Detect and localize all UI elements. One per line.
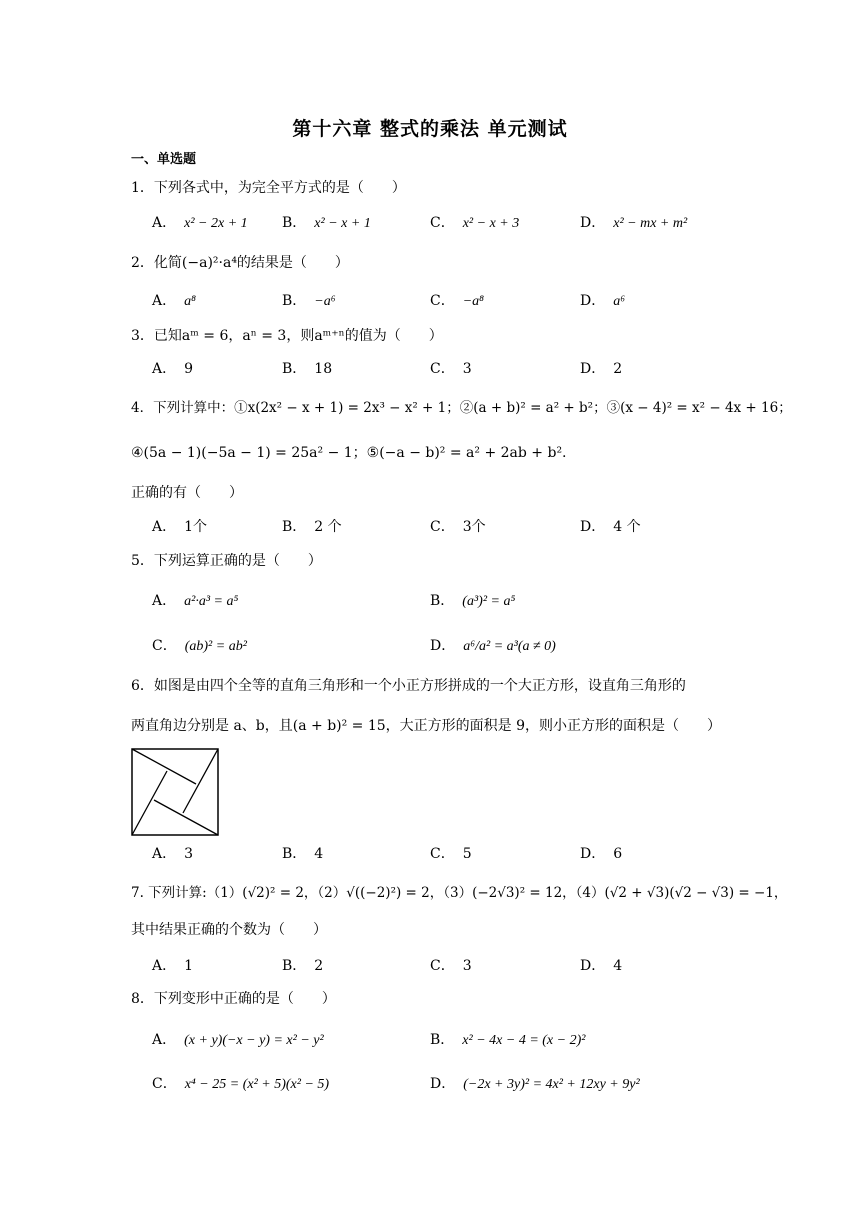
q6-option-d[interactable]: [580, 844, 622, 864]
option-label: A．: [152, 215, 177, 231]
question-7-stem-line1: 7. 下列计算:（1）(√2)² = 2，（2）√((−2)²) = 2，（3）(−2√3)² = 12，（4）(√2 + √3)(√2 − √3) = −1，: [131, 885, 788, 901]
option-expr: a⁶/a² = a³(a ≠ 0): [463, 639, 556, 654]
option-label: A．: [152, 519, 177, 535]
question-6-stem-line2: 两直角边分别是 a、b，且(a + b)² = 15，大正方形的面积是 9，则小正方形的面积是（ ）: [131, 718, 722, 734]
option-expr: 6: [613, 846, 623, 862]
q2-option-c[interactable]: [430, 291, 484, 312]
option-label: B．: [430, 593, 455, 609]
q4-option-d[interactable]: [580, 517, 641, 537]
q5-option-d[interactable]: [430, 636, 556, 657]
option-expr: (a³)² = a⁵: [462, 594, 516, 609]
q4-option-a[interactable]: [152, 517, 207, 537]
option-expr: (x + y)(−x − y) = x² − y²: [184, 1033, 324, 1048]
option-expr: x² − x + 3: [462, 216, 520, 231]
q2-option-b[interactable]: [282, 291, 336, 312]
option-label: C．: [430, 215, 455, 231]
q3-option-b[interactable]: [282, 359, 332, 379]
q1-option-b[interactable]: [282, 213, 371, 234]
option-label: C．: [152, 1076, 177, 1092]
option-expr: 2 个: [314, 519, 342, 535]
q7-option-c[interactable]: [430, 956, 472, 976]
option-label: D．: [580, 215, 606, 231]
option-expr: a⁶: [613, 294, 626, 309]
option-label: D．: [580, 361, 606, 377]
option-expr: x⁴ − 25 = (x² + 5)(x² − 5): [184, 1077, 330, 1092]
option-label: C．: [430, 846, 455, 862]
option-label: C．: [430, 361, 455, 377]
option-label: D．: [580, 519, 606, 535]
option-label: A．: [152, 361, 177, 377]
q3-option-c[interactable]: [430, 359, 472, 379]
q3-option-a[interactable]: [152, 359, 193, 379]
q4-option-b[interactable]: [282, 517, 342, 537]
q7-option-b[interactable]: [282, 956, 323, 976]
option-expr: x² − x + 1: [314, 216, 371, 231]
option-label: A．: [152, 846, 177, 862]
option-label: D．: [580, 293, 606, 309]
option-label: D．: [430, 1076, 456, 1092]
q7-option-d[interactable]: [580, 956, 622, 976]
option-label: B．: [430, 1032, 455, 1048]
section-heading: 一、单选题: [131, 152, 197, 167]
option-expr: 9: [184, 361, 194, 377]
triangle-edge-2: [183, 749, 218, 813]
option-expr: x² − mx + m²: [613, 216, 688, 231]
option-expr: 3: [462, 958, 472, 974]
option-label: A．: [152, 958, 177, 974]
option-expr: a⁸: [184, 294, 196, 309]
option-expr: 18: [314, 361, 333, 377]
question-4-stem-line3: 正确的有（ ）: [131, 485, 243, 501]
option-label: B．: [282, 846, 307, 862]
option-expr: a²·a³ = a⁵: [184, 594, 239, 609]
q5-option-a[interactable]: [152, 591, 238, 612]
option-label: B．: [282, 293, 307, 309]
option-label: D．: [580, 958, 606, 974]
option-label: C．: [430, 958, 455, 974]
question-3-stem: 3．已知aᵐ = 6，aⁿ = 3，则aᵐ⁺ⁿ的值为（ ）: [131, 328, 443, 344]
q5-option-b[interactable]: [430, 591, 515, 612]
q3-option-d[interactable]: [580, 359, 622, 379]
option-expr: 4: [314, 846, 324, 862]
option-expr: x² − 4x − 4 = (x − 2)²: [462, 1033, 586, 1048]
q6-option-a[interactable]: [152, 844, 193, 864]
q6-option-b[interactable]: [282, 844, 323, 864]
option-label: A．: [152, 293, 177, 309]
option-label: B．: [282, 958, 307, 974]
option-label: D．: [580, 846, 606, 862]
q6-option-c[interactable]: [430, 844, 472, 864]
pinwheel-square-figure: [131, 748, 219, 836]
question-2-stem: 2．化简(−a)²·a⁴的结果是（ ）: [131, 255, 349, 271]
option-expr: (ab)² = ab²: [184, 639, 247, 654]
question-5-stem: 5．下列运算正确的是（ ）: [131, 553, 322, 569]
q8-option-b[interactable]: [430, 1030, 585, 1051]
triangle-edge-1: [132, 749, 196, 784]
option-expr: x² − 2x + 1: [184, 216, 248, 231]
option-expr: 1个: [184, 519, 208, 535]
q2-option-d[interactable]: [580, 291, 625, 312]
question-4-stem-line1: 4．下列计算中：①x(2x² − x + 1) = 2x³ − x² + 1；②(a + b)² = a² + b²；③(x − 4)² = x² − 4x + 16；: [131, 400, 792, 416]
triangle-edge-4: [132, 771, 167, 835]
option-expr: 5: [462, 846, 472, 862]
option-expr: 4: [613, 958, 623, 974]
q1-option-d[interactable]: [580, 213, 687, 234]
outer-square: [132, 749, 218, 835]
q7-option-a[interactable]: [152, 956, 193, 976]
question-7-stem-line2: 其中结果正确的个数为（ ）: [131, 922, 327, 938]
option-label: B．: [282, 215, 307, 231]
question-4-stem-line2: ④(5a − 1)(−5a − 1) = 25a² − 1；⑤(−a − b)² = a² + 2ab + b².: [131, 445, 567, 461]
q1-option-c[interactable]: [430, 213, 519, 234]
q8-option-d[interactable]: [430, 1074, 640, 1095]
option-expr: 2: [314, 958, 324, 974]
option-expr: 4 个: [613, 519, 641, 535]
option-expr: 3: [184, 846, 194, 862]
option-label: C．: [152, 638, 177, 654]
triangle-edge-3: [154, 800, 218, 835]
q8-option-a[interactable]: [152, 1030, 324, 1051]
option-expr: −a⁸: [462, 294, 485, 309]
question-6-stem-line1: 6．如图是由四个全等的直角三角形和一个小正方形拼成的一个大正方形，设直角三角形的: [131, 678, 686, 694]
question-1-stem: 1．下列各式中，为完全平方式的是（ ）: [131, 180, 406, 196]
option-label: B．: [282, 519, 307, 535]
q4-option-c[interactable]: [430, 517, 486, 537]
q5-option-c[interactable]: [152, 636, 247, 657]
page-title: 第十六章 整式的乘法 单元测试: [292, 118, 568, 140]
option-label: A．: [152, 1032, 177, 1048]
question-8-stem: 8．下列变形中正确的是（ ）: [131, 991, 336, 1007]
option-expr: 2: [613, 361, 623, 377]
option-expr: 3个: [462, 519, 486, 535]
option-expr: −a⁶: [314, 294, 336, 309]
option-label: C．: [430, 293, 455, 309]
option-label: A．: [152, 593, 177, 609]
q1-option-a[interactable]: [152, 213, 248, 234]
option-label: C．: [430, 519, 455, 535]
q8-option-c[interactable]: [152, 1074, 329, 1095]
q2-option-a[interactable]: [152, 291, 196, 312]
option-expr: 1: [184, 958, 194, 974]
option-label: B．: [282, 361, 307, 377]
option-expr: 3: [462, 361, 472, 377]
option-expr: (−2x + 3y)² = 4x² + 12xy + 9y²: [463, 1077, 640, 1092]
option-label: D．: [430, 638, 456, 654]
